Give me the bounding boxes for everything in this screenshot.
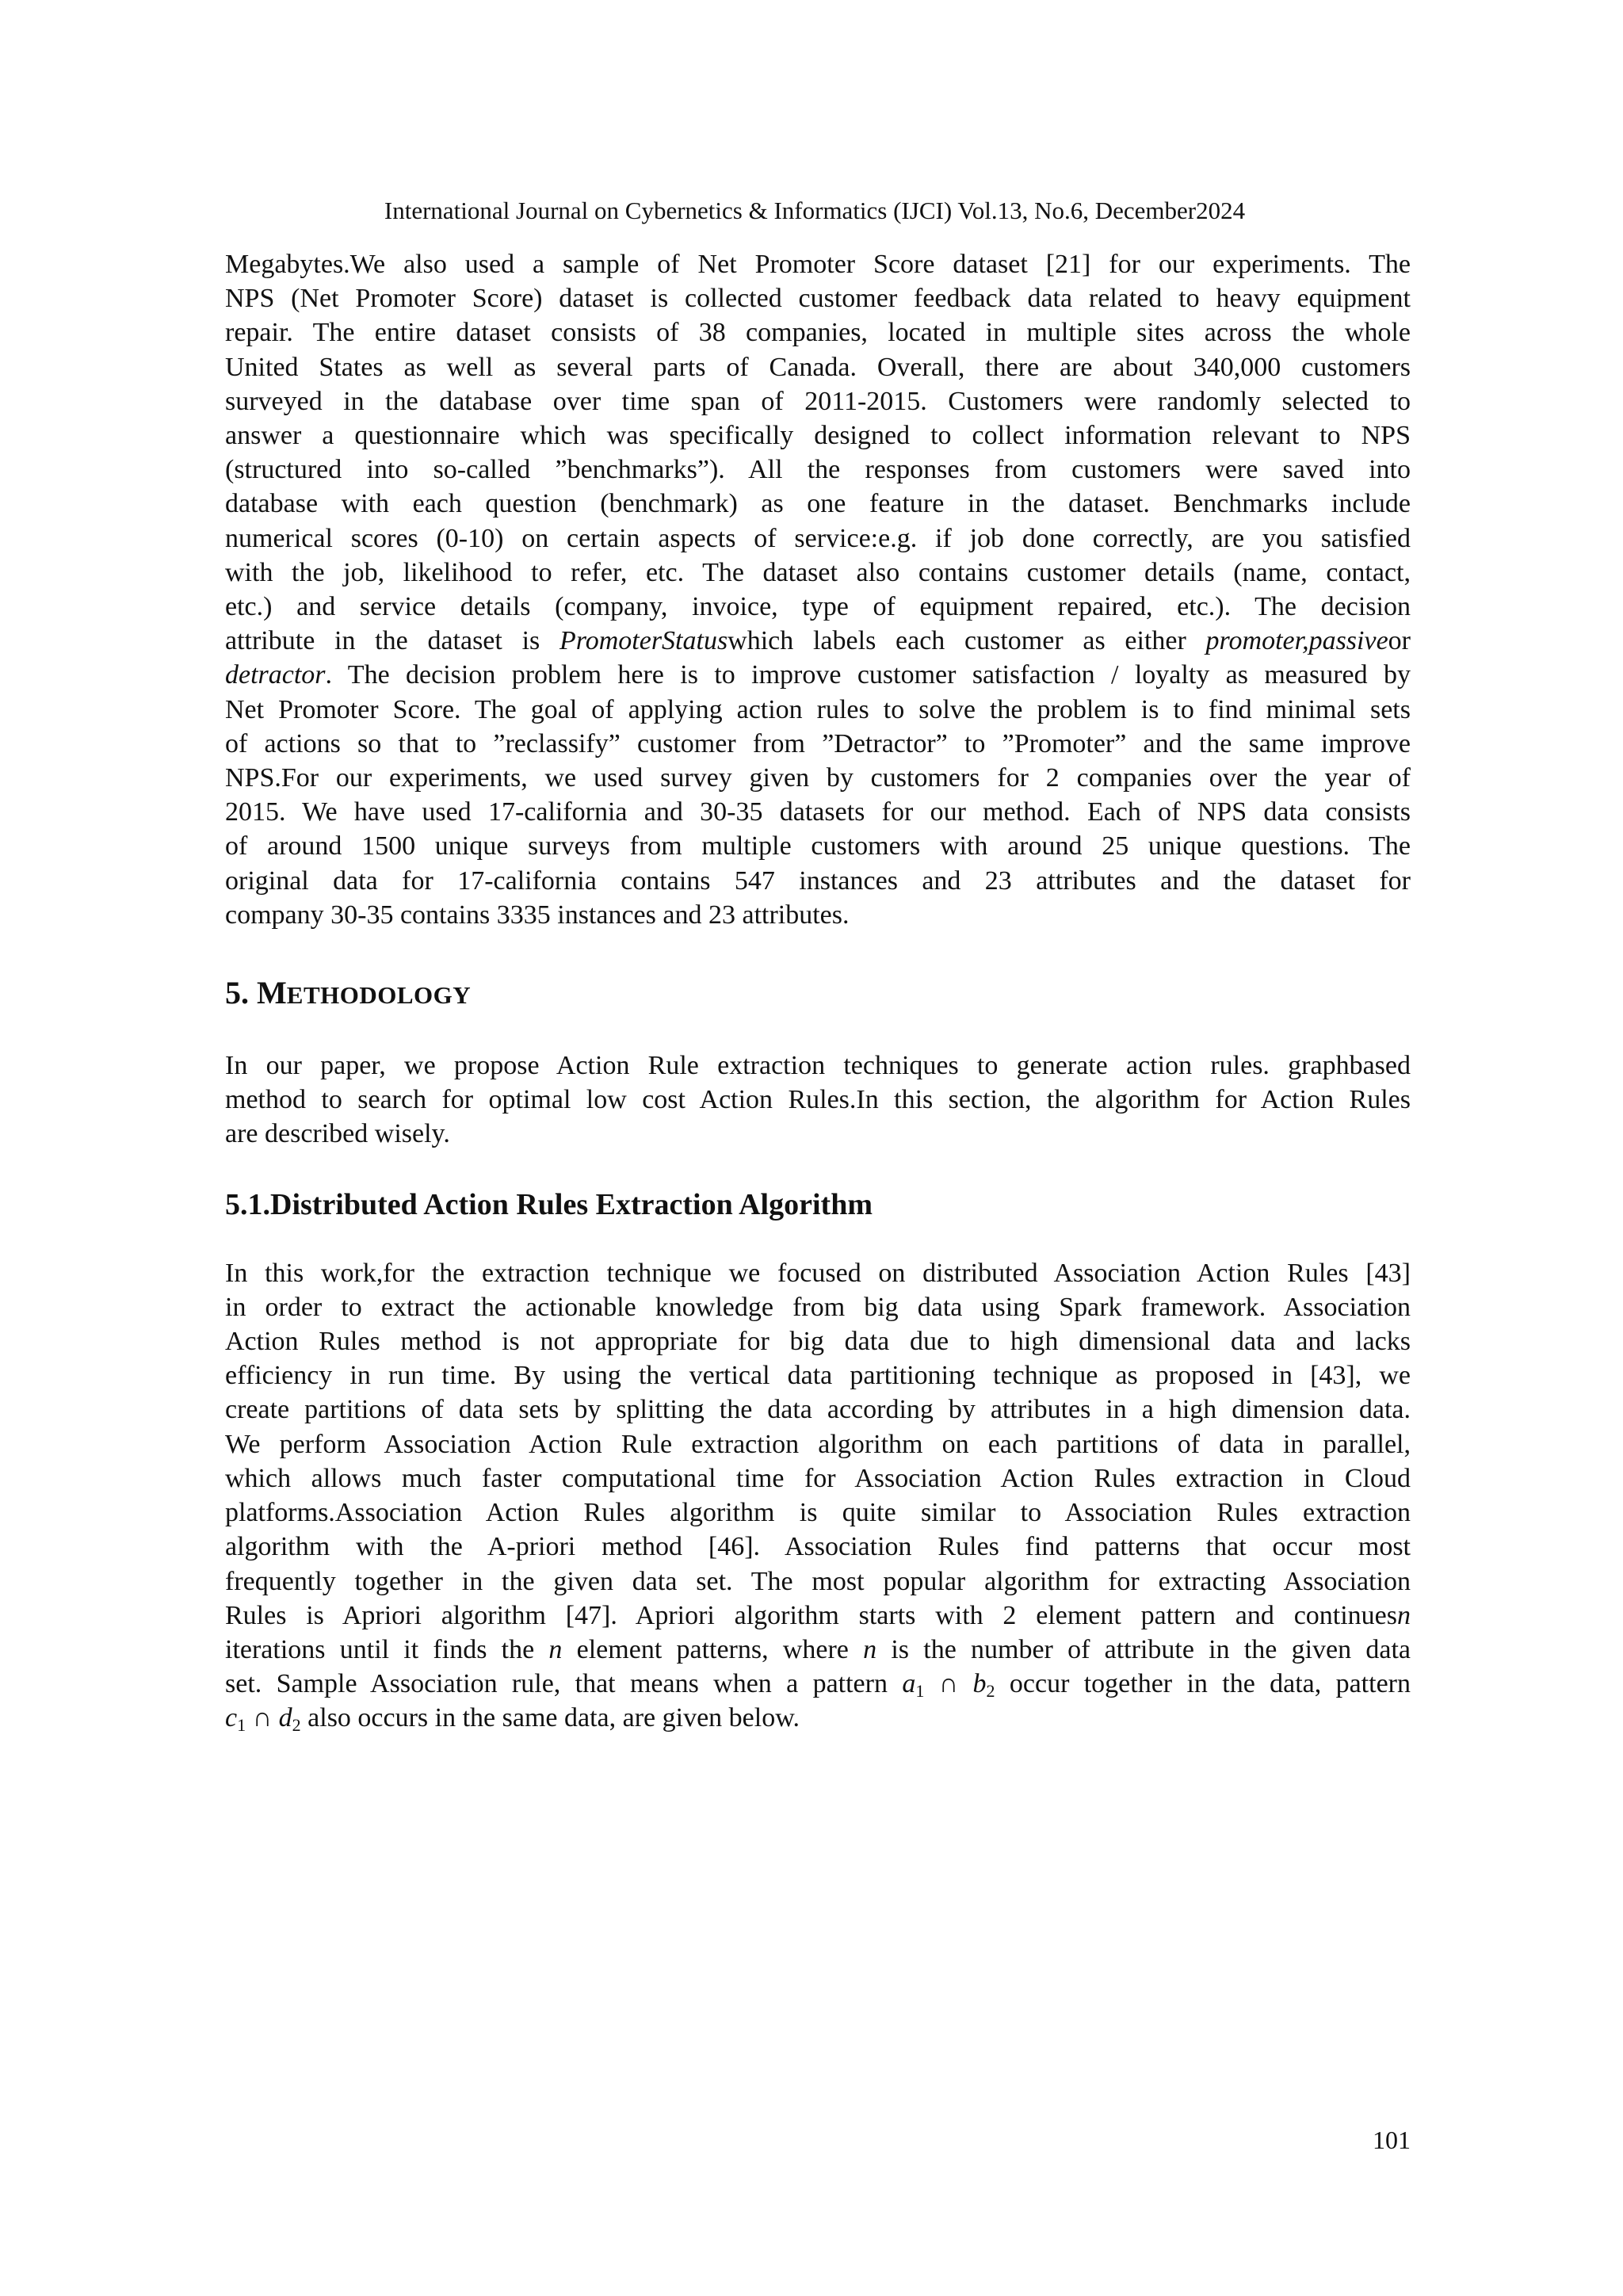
section-title: ETHODOLOGY: [286, 981, 472, 1010]
text-line: of around 1500 unique surveys from multiple customers with around 25 unique questions. The: [225, 831, 1411, 861]
text-run: occur together in the data, pattern: [995, 1669, 1411, 1699]
text-line: [225, 624, 1411, 658]
text-line: database with each question (benchmark) as one feature in the dataset. Benchmarks include: [225, 489, 1411, 519]
text-line: We perform Association Action Rule extraction algorithm on each partitions of data in parallel,: [225, 1429, 1411, 1459]
text-run: . The decision problem here is to improve customer satisfaction / loyalty as measured by: [325, 660, 1411, 690]
running-header: International Journal on Cybernetics & Informatics (IJCI) Vol.13, No.6, December2024: [384, 197, 1246, 224]
math-subscript: 2: [292, 1715, 301, 1736]
text-run: element patterns, where: [562, 1634, 864, 1664]
text-run: also occurs in the same data, are given below.: [300, 1703, 800, 1733]
text-line: answer a questionnaire which was specifically designed to collect information relevant to NPS: [225, 421, 1411, 451]
paragraph-methodology-intro: [225, 1049, 1411, 1152]
text-run: attribute in the dataset is: [225, 626, 559, 656]
text-line: Megabytes.We also used a sample of Net Promoter Score dataset [21] for our experiments. The: [225, 250, 1411, 279]
text-line: of actions so that to ”reclassify” customer from ”Detractor” to ”Promoter” and the same improve: [225, 728, 1411, 758]
text-line: method to search for optimal low cost Action Rules.In this section, the algorithm for Action Rules: [225, 1085, 1411, 1115]
text-line: [225, 1633, 1411, 1667]
math-var-d: d: [278, 1703, 292, 1733]
text-line: original data for 17-california contains 547 instances and 23 attributes and the dataset for: [225, 865, 1411, 896]
paragraph-dataset-description: [225, 247, 1411, 932]
text-line: [225, 1667, 1411, 1701]
text-line: [225, 658, 1411, 692]
text-line: frequently together in the given data set. The most popular algorithm for extracting Association: [225, 1566, 1411, 1596]
text-run: or: [1388, 626, 1411, 656]
text-line: numerical scores (0-10) on certain aspects of service:e.g. if job done correctly, are you satisfied: [225, 523, 1411, 553]
text-line: United States as well as several parts of Canada. Overall, there are about 340,000 customers: [225, 352, 1411, 382]
text-line: Net Promoter Score. The goal of applying action rules to solve the problem is to find minimal sets: [225, 694, 1411, 724]
math-subscript: 1: [915, 1681, 925, 1702]
math-subscript: 2: [986, 1681, 995, 1702]
text-line: repair. The entire dataset consists of 38 companies, located in multiple sites across the whole: [225, 318, 1411, 348]
math-var-n: n: [1397, 1600, 1411, 1630]
text-line: efficiency in run time. By using the vertical data partitioning technique as proposed in [43], we: [225, 1361, 1411, 1391]
text-line: etc.) and service details (company, invoice, type of equipment repaired, etc.). The decision: [225, 592, 1411, 622]
text-line: are described wisely.: [225, 1119, 450, 1149]
text-line: 2015. We have used 17-california and 30-35 datasets for our method. Each of NPS data consists: [225, 797, 1411, 827]
text-line: NPS.For our experiments, we used survey given by customers for 2 companies over the year of: [225, 763, 1411, 793]
text-line: company 30-35 contains 3335 instances and 23 attributes.: [225, 900, 850, 930]
paragraph-distributed-algorithm: [225, 1256, 1411, 1736]
text-line: which allows much faster computational time for Association Action Rules extraction in Cloud: [225, 1463, 1411, 1493]
subsection-heading-distributed-action-rules: 5.1.Distributed Action Rules Extraction Algorithm: [225, 1187, 873, 1221]
text-line: (structured into so-called ”benchmarks”). All the responses from customers were saved into: [225, 455, 1411, 485]
text-run: is the number of attribute in the given data: [876, 1634, 1411, 1664]
text-line: with the job, likelihood to refer, etc. The dataset also contains customer details (name, contact,: [225, 557, 1411, 587]
math-intersection: ∩: [246, 1703, 279, 1733]
text-line: [225, 1599, 1411, 1633]
page-number: 101: [1373, 2126, 1411, 2154]
text-run: iterations until it finds the: [225, 1634, 549, 1664]
italic-term-promoter-passive: promoter,passive: [1205, 626, 1388, 656]
text-line: [225, 1701, 1411, 1735]
math-var-n: n: [548, 1634, 563, 1664]
italic-term-detractor: detractor: [225, 660, 326, 690]
text-line: In this work,for the extraction technique we focused on distributed Association Action Rules [43]: [225, 1258, 1411, 1288]
text-line: algorithm with the A-priori method [46]. Association Rules find patterns that occur most: [225, 1532, 1411, 1562]
math-intersection: ∩: [924, 1669, 973, 1699]
text-line: create partitions of data sets by splitting the data according by attributes in a high dimension data.: [225, 1395, 1411, 1425]
math-var-c: c: [225, 1703, 238, 1733]
text-line: NPS (Net Promoter Score) dataset is collected customer feedback data related to heavy equipment: [225, 284, 1411, 314]
text-run: which labels each customer as either: [727, 626, 1206, 656]
math-var-a: a: [902, 1669, 916, 1699]
text-line: In our paper, we propose Action Rule extraction techniques to generate action rules. graphbased: [225, 1051, 1411, 1081]
italic-term-promoterstatus: PromoterStatus: [559, 626, 728, 656]
text-line: in order to extract the actionable knowledge from big data using Spark framework. Association: [225, 1292, 1411, 1322]
text-line: platforms.Association Action Rules algorithm is quite similar to Association Rules extraction: [225, 1498, 1411, 1528]
section-heading-methodology: [225, 972, 1411, 1016]
math-var-b: b: [972, 1669, 987, 1699]
text-run: Rules is Apriori algorithm [47]. Apriori algorithm starts with 2 element pattern and continues: [225, 1600, 1397, 1630]
section-number: 5. M: [225, 975, 287, 1011]
text-line: surveyed in the database over time span of 2011-2015. Customers were randomly selected to: [225, 386, 1411, 416]
math-subscript: 1: [237, 1715, 246, 1736]
text-run: set. Sample Association rule, that means when a pattern: [225, 1669, 903, 1699]
text-line: Action Rules method is not appropriate for big data due to high dimensional data and lacks: [225, 1327, 1411, 1357]
text-column: [225, 247, 1411, 1736]
math-var-n: n: [863, 1634, 877, 1664]
